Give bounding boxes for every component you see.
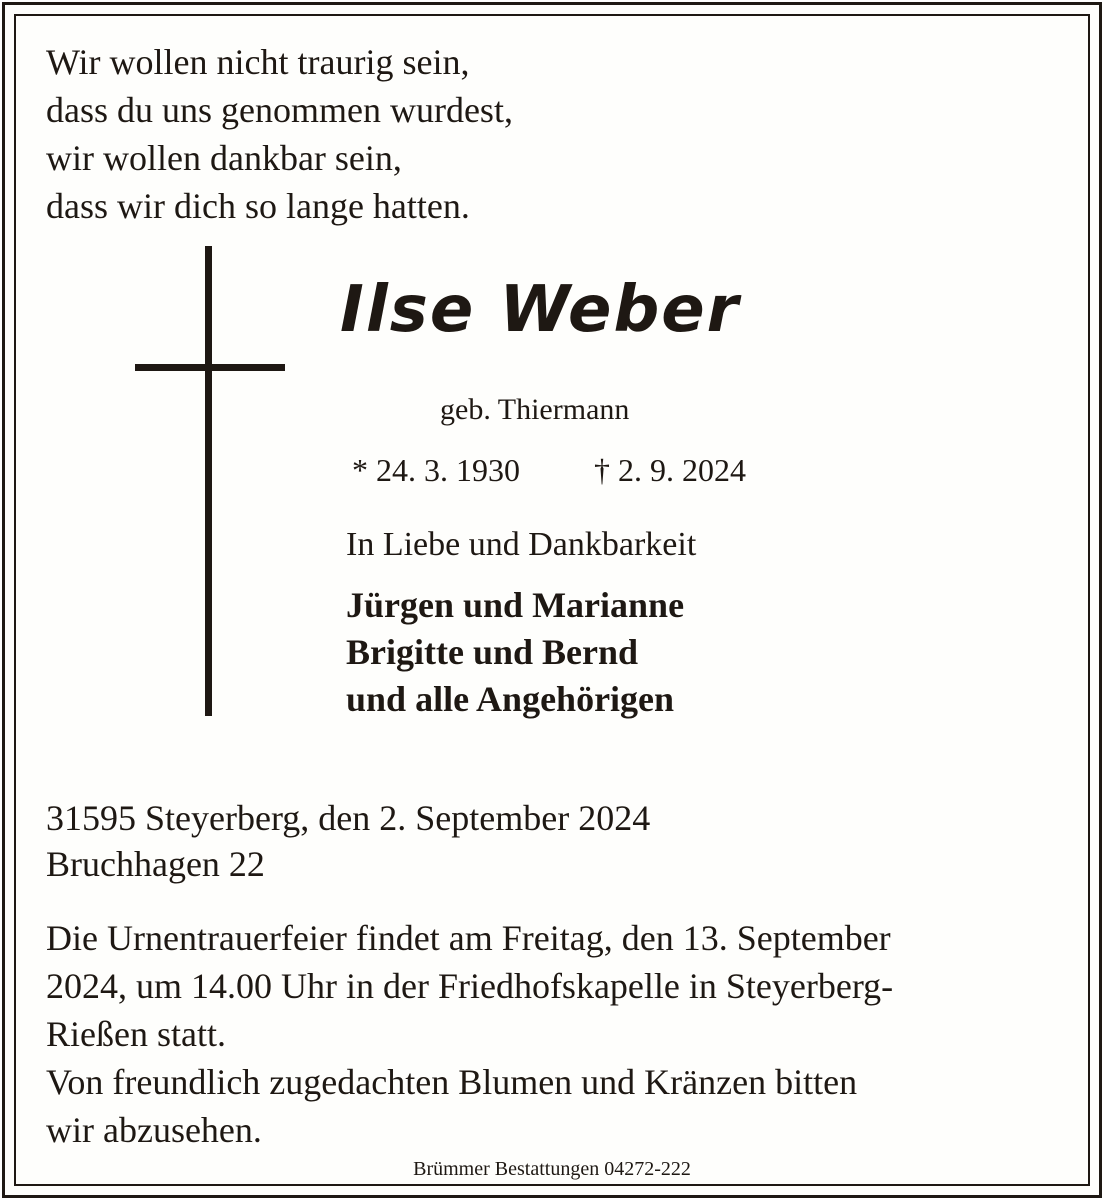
birth-date: * 24. 3. 1930 — [352, 452, 520, 488]
cross-horizontal-bar — [135, 364, 285, 371]
notice-line: Von freundlich zugedachten Blumen und Kränzen bitten — [46, 1062, 858, 1102]
dedication: In Liebe und Dankbarkeit — [346, 526, 697, 563]
deceased-name: Ilse Weber — [340, 273, 741, 347]
cross-vertical-bar — [205, 246, 212, 716]
death-date: † 2. 9. 2024 — [594, 452, 746, 488]
mourner-line: Brigitte und Bernd — [346, 632, 639, 672]
funeral-home-footer: Brümmer Bestattungen 04272-222 — [413, 1158, 691, 1180]
funeral-notice — [46, 914, 893, 1154]
poem — [46, 38, 513, 230]
birth-name: geb. Thiermann — [440, 393, 630, 426]
mourner-line: und alle Angehörigen — [346, 679, 675, 719]
poem-line: dass du uns genommen wurdest, — [46, 90, 513, 130]
street: Bruchhagen 22 — [46, 844, 265, 884]
notice-line: Die Urnentrauerfeier findet am Freitag, den 13. September — [46, 918, 891, 958]
poem-line: Wir wollen nicht traurig sein, — [46, 42, 470, 82]
place-date: 31595 Steyerberg, den 2. September 2024 — [46, 798, 651, 838]
notice-line: 2024, um 14.00 Uhr in der Friedhofskapelle in Steyerberg- — [46, 966, 894, 1006]
address — [46, 795, 650, 887]
poem-line: wir wollen dankbar sein, — [46, 138, 402, 178]
mourner-line: Jürgen und Marianne — [346, 585, 685, 625]
notice-line: Rießen statt. — [46, 1014, 226, 1054]
mourners — [346, 582, 684, 723]
poem-line: dass wir dich so lange hatten. — [46, 186, 470, 226]
notice-line: wir abzusehen. — [46, 1110, 262, 1150]
